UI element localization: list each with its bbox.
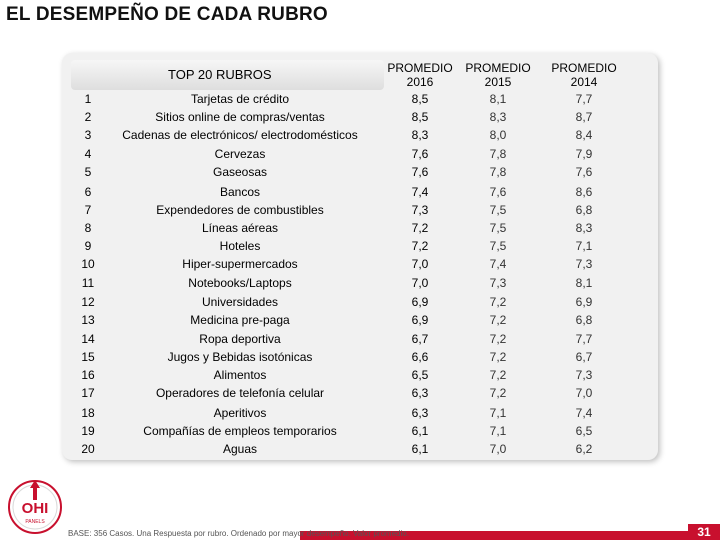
promedio-2015-cell: 7,6	[489, 184, 507, 199]
promedio-2016-cell: 7,6	[411, 164, 429, 179]
rubro-name-cell: Notebooks/Laptops	[188, 275, 292, 290]
rubro-name-cell: Medicina pre-paga	[190, 313, 290, 328]
rank-cell: 8	[84, 220, 92, 235]
table-row	[0, 255, 720, 273]
rubro-name-cell: Cadenas de electrónicos/ electrodomésticos	[122, 128, 358, 143]
promedio-2015-cell: 7,2	[489, 331, 507, 346]
promedio-2015-cell: 8,1	[489, 92, 507, 106]
promedio-2015-cell: 8,3	[489, 110, 507, 125]
promedio-2015-cell: 7,2	[489, 368, 507, 382]
rubro-name-cell: Bancos	[219, 184, 261, 199]
rubro-name-cell: Aperitivos	[213, 405, 267, 420]
promedio-2015-cell: 7,0	[489, 442, 507, 457]
table-row	[0, 330, 720, 348]
rank-cell: 10	[81, 257, 95, 272]
promedio-2015-cell: 7,1	[489, 405, 507, 420]
page-number: 31	[688, 524, 720, 540]
promedio-2016-cell: 6,5	[411, 368, 429, 382]
promedio-2014-cell: 6,5	[575, 424, 593, 439]
table-row	[0, 440, 720, 458]
table-row	[0, 384, 720, 402]
rubro-name-cell: Gaseosas	[212, 164, 268, 179]
promedio-2016-cell: 7,4	[411, 184, 429, 199]
header-promedio-2014: PROMEDIO 2014	[551, 61, 617, 89]
table-row	[0, 422, 720, 440]
promedio-2014-cell: 6,8	[575, 313, 593, 328]
table-row	[0, 163, 720, 181]
promedio-2014-cell: 7,0	[575, 386, 593, 401]
rubro-name-cell: Alimentos	[213, 368, 267, 382]
promedio-2016-cell: 6,1	[411, 442, 429, 457]
page-title: EL DESEMPEÑO DE CADA RUBRO	[6, 4, 328, 25]
promedio-2014-cell: 8,7	[575, 110, 593, 125]
promedio-2016-cell: 6,7	[411, 331, 429, 346]
promedio-2014-cell: 6,7	[575, 349, 593, 364]
promedio-2015-cell: 7,8	[489, 164, 507, 179]
promedio-2015-cell: 8,0	[489, 128, 507, 143]
header-promedio-2016: PROMEDIO 2016	[387, 61, 453, 89]
table-row	[0, 311, 720, 329]
rank-cell: 20	[81, 442, 95, 457]
rubro-name-cell: Líneas aéreas	[201, 220, 279, 235]
rubro-name-cell: Aguas	[222, 442, 258, 457]
promedio-2014-cell: 8,4	[575, 128, 593, 143]
promedio-2015-cell: 7,3	[489, 275, 507, 290]
rank-cell: 17	[81, 386, 95, 401]
rubro-name-cell: Hiper-supermercados	[182, 257, 298, 272]
rank-cell: 6	[84, 184, 92, 199]
rank-cell: 14	[81, 331, 95, 346]
table-row	[0, 90, 720, 108]
rubro-name-cell: Tarjetas de crédito	[190, 92, 290, 106]
rubro-name-cell: Hoteles	[219, 239, 261, 254]
table-row	[0, 293, 720, 311]
promedio-2014-cell: 7,3	[575, 257, 593, 272]
rubro-name-cell: Compañías de empleos temporarios	[143, 424, 337, 439]
promedio-2014-cell: 6,8	[575, 202, 593, 217]
rank-cell: 12	[81, 295, 95, 310]
rank-cell: 1	[84, 92, 92, 106]
header-promedio-2015: PROMEDIO 2015	[465, 61, 531, 89]
promedio-2016-cell: 6,1	[411, 424, 429, 439]
promedio-2014-cell: 6,2	[575, 442, 593, 457]
table-row	[0, 404, 720, 422]
promedio-2015-cell: 7,5	[489, 202, 507, 217]
rank-cell: 19	[81, 424, 95, 439]
footer-note: BASE: 356 Casos. Una Respuesta por rubro. Ordenado por mayor desempeño. Valor promedio.	[68, 529, 409, 538]
rank-cell: 9	[84, 239, 92, 254]
promedio-2016-cell: 6,9	[411, 295, 429, 310]
promedio-2016-cell: 6,3	[411, 405, 429, 420]
promedio-2016-cell: 7,2	[411, 220, 429, 235]
promedio-2015-cell: 7,8	[489, 146, 507, 161]
rank-cell: 3	[84, 128, 92, 143]
promedio-2016-cell: 8,5	[411, 110, 429, 125]
promedio-2016-cell: 7,3	[411, 202, 429, 217]
promedio-2015-cell: 7,1	[489, 424, 507, 439]
promedio-2016-cell: 6,3	[411, 386, 429, 401]
rubro-name-cell: Universidades	[201, 295, 279, 310]
promedio-2014-cell: 8,1	[575, 275, 593, 290]
rank-cell: 11	[81, 275, 95, 290]
rank-cell: 2	[84, 110, 92, 125]
table-row	[0, 274, 720, 292]
table-row	[0, 237, 720, 255]
promedio-2016-cell: 7,0	[411, 275, 429, 290]
promedio-2016-cell: 6,6	[411, 349, 429, 364]
promedio-2016-cell: 7,0	[411, 257, 429, 272]
table-row	[0, 145, 720, 163]
promedio-2014-cell: 7,1	[575, 239, 593, 254]
rank-cell: 7	[84, 202, 92, 217]
table-row	[0, 108, 720, 126]
promedio-2016-cell: 7,2	[411, 239, 429, 254]
promedio-2014-cell: 7,3	[575, 368, 593, 382]
promedio-2014-cell: 6,9	[575, 295, 593, 310]
ohi-panels-logo-icon	[6, 476, 64, 534]
promedio-2014-cell: 7,7	[575, 331, 593, 346]
promedio-2016-cell: 7,6	[411, 146, 429, 161]
rubro-name-cell: Ropa deportiva	[199, 331, 281, 346]
promedio-2016-cell: 8,5	[411, 92, 429, 106]
table-row	[0, 183, 720, 201]
promedio-2015-cell: 7,2	[489, 349, 507, 364]
logo-text: OHI	[21, 500, 49, 517]
rank-cell: 5	[84, 164, 92, 179]
rank-cell: 4	[84, 146, 92, 161]
promedio-2015-cell: 7,5	[489, 239, 507, 254]
promedio-2016-cell: 6,9	[411, 313, 429, 328]
table-row	[0, 366, 720, 384]
promedio-2015-cell: 7,2	[489, 386, 507, 401]
header-rubros: TOP 20 RUBROS	[168, 67, 272, 82]
table-row	[0, 126, 720, 144]
promedio-2014-cell: 7,4	[575, 405, 593, 420]
rubro-name-cell: Operadores de telefonía celular	[155, 386, 325, 401]
promedio-2015-cell: 7,2	[489, 295, 507, 310]
promedio-2014-cell: 7,7	[575, 92, 593, 106]
rank-cell: 13	[81, 313, 95, 328]
rank-cell: 15	[81, 349, 95, 364]
promedio-2015-cell: 7,2	[489, 313, 507, 328]
rubro-name-cell: Expendedores de combustibles	[156, 202, 324, 217]
logo-subtext: PANELS	[25, 519, 45, 525]
rubro-name-cell: Cervezas	[214, 146, 266, 161]
table-row	[0, 219, 720, 237]
promedio-2014-cell: 7,6	[575, 164, 593, 179]
promedio-2016-cell: 8,3	[411, 128, 429, 143]
rubro-name-cell: Sitios online de compras/ventas	[155, 110, 325, 125]
rank-cell: 16	[81, 368, 95, 382]
table-row	[0, 348, 720, 366]
table-row	[0, 201, 720, 219]
promedio-2014-cell: 8,3	[575, 220, 593, 235]
rank-cell: 18	[81, 405, 95, 420]
promedio-2014-cell: 7,9	[575, 146, 593, 161]
promedio-2015-cell: 7,4	[489, 257, 507, 272]
promedio-2014-cell: 8,6	[575, 184, 593, 199]
promedio-2015-cell: 7,5	[489, 220, 507, 235]
rubro-name-cell: Jugos y Bebidas isotónicas	[167, 349, 313, 364]
